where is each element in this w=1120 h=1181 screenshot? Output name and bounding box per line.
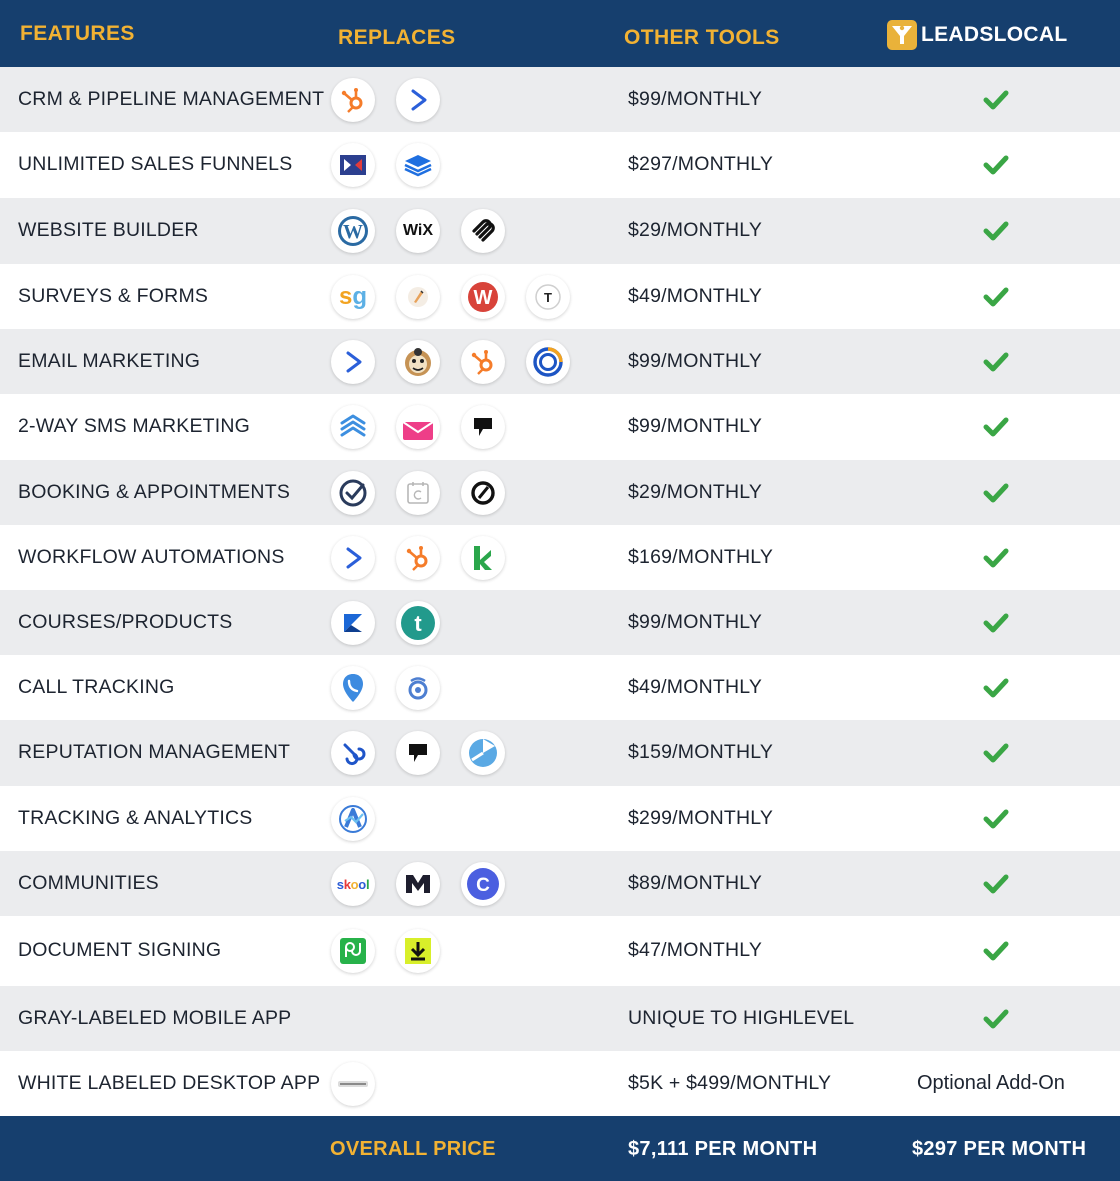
other-tools-price: $159/MONTHLY	[628, 741, 774, 763]
feature-label: COMMUNITIES	[18, 872, 159, 894]
checkmark-icon	[983, 154, 1009, 176]
other-tools-price: $169/MONTHLY	[628, 546, 774, 568]
hubspot-icon	[396, 536, 440, 580]
activecampaign-icon	[396, 78, 440, 122]
desktop-app-icon	[331, 1062, 375, 1106]
table-row	[0, 460, 1120, 525]
feature-label: WORKFLOW AUTOMATIONS	[18, 546, 285, 568]
other-tools-price: $47/MONTHLY	[628, 939, 763, 961]
checkmark-icon	[983, 220, 1009, 242]
podium-icon	[461, 405, 505, 449]
checkmark-icon	[983, 482, 1009, 504]
checkmark-icon	[983, 677, 1009, 699]
activecampaign-icon	[331, 536, 375, 580]
funnel-icon	[887, 20, 917, 50]
brand-logo	[887, 20, 1068, 50]
header-other-tools: OTHER TOOLS	[624, 26, 780, 49]
table-row	[0, 786, 1120, 851]
activecampaign-icon	[331, 340, 375, 384]
svg-text:W: W	[343, 221, 363, 243]
other-tools-price: $89/MONTHLY	[628, 872, 763, 894]
circle-icon	[461, 862, 505, 906]
checkmark-icon	[983, 89, 1009, 111]
clickfunnels-icon	[331, 143, 375, 187]
table-row	[0, 590, 1120, 655]
surveygizmo-icon: sg	[331, 275, 375, 319]
skool-icon: skool	[331, 862, 375, 906]
constantcontact-icon	[526, 340, 570, 384]
feature-label: DOCUMENT SIGNING	[18, 939, 222, 961]
table-row	[0, 132, 1120, 198]
checkmark-icon	[983, 416, 1009, 438]
checkmark-icon	[983, 1008, 1009, 1030]
other-tools-price: UNIQUE TO HIGHLEVEL	[628, 1007, 855, 1029]
ringba-icon	[396, 666, 440, 710]
header-features: FEATURES	[20, 22, 135, 45]
leadslocal-total: $297 PER MONTH	[912, 1138, 1087, 1160]
other-tools-price: $99/MONTHLY	[628, 350, 763, 372]
leadslocal-addon-note: Optional Add-On	[917, 1072, 1065, 1094]
feature-label: GRAY-LABELED MOBILE APP	[18, 1007, 292, 1029]
feature-rows	[0, 67, 1120, 1117]
feature-label: WHITE LABELED DESKTOP APP	[18, 1072, 321, 1094]
svg-text:W: W	[473, 287, 493, 309]
other-tools-total: $7,111 PER MONTH	[628, 1138, 818, 1160]
checkmark-icon	[983, 612, 1009, 634]
table-row	[0, 264, 1120, 329]
table-row	[0, 525, 1120, 590]
teachable-icon	[396, 601, 440, 645]
feature-label: 2-WAY SMS MARKETING	[18, 415, 251, 437]
feature-label: REPUTATION MANAGEMENT	[18, 741, 291, 763]
reviewtrackers-icon	[461, 731, 505, 775]
table-row	[0, 851, 1120, 916]
mighty-icon	[396, 862, 440, 906]
table-row	[0, 655, 1120, 720]
leadpages-icon	[396, 143, 440, 187]
svg-text:t: t	[414, 611, 422, 636]
pandadoc-icon	[331, 929, 375, 973]
feature-label: CALL TRACKING	[18, 676, 175, 698]
checkmark-icon	[983, 940, 1009, 962]
other-tools-price: $49/MONTHLY	[628, 285, 763, 307]
calendar-icon	[396, 471, 440, 515]
feature-label: UNLIMITED SALES FUNNELS	[18, 153, 293, 175]
overall-price-label: OVERALL PRICE	[330, 1138, 496, 1160]
table-row	[0, 67, 1120, 132]
hubspot-icon	[331, 78, 375, 122]
checkmark-icon	[983, 742, 1009, 764]
checkmark-icon	[983, 808, 1009, 830]
typeform-icon	[526, 275, 570, 319]
checkmark-icon	[983, 286, 1009, 308]
feature-label: WEBSITE BUILDER	[18, 219, 199, 241]
table-row	[0, 394, 1120, 460]
table-footer	[0, 1116, 1120, 1181]
mailchimp-icon	[396, 340, 440, 384]
table-row	[0, 1051, 1120, 1117]
other-tools-price: $99/MONTHLY	[628, 88, 763, 110]
wufoo-icon	[461, 275, 505, 319]
table-row	[0, 198, 1120, 264]
other-tools-price: $29/MONTHLY	[628, 481, 763, 503]
squarespace-icon	[461, 209, 505, 253]
svg-text:T: T	[544, 290, 552, 305]
other-tools-price: $99/MONTHLY	[628, 611, 763, 633]
wix-icon: WiX	[396, 209, 440, 253]
calendly-icon	[331, 471, 375, 515]
table-row	[0, 986, 1120, 1051]
download-sign-icon	[396, 929, 440, 973]
feature-label: SURVEYS & FORMS	[18, 285, 209, 307]
other-tools-price: $29/MONTHLY	[628, 219, 763, 241]
other-tools-price: $49/MONTHLY	[628, 676, 763, 698]
checkmark-icon	[983, 873, 1009, 895]
birdeye-icon	[331, 731, 375, 775]
other-tools-price: $299/MONTHLY	[628, 807, 774, 829]
table-header	[0, 0, 1120, 67]
brand-name: LEADSLOCAL	[921, 23, 1068, 46]
feature-label: TRACKING & ANALYTICS	[18, 807, 253, 829]
kajabi-icon	[331, 601, 375, 645]
callrail-icon	[331, 666, 375, 710]
feature-label: BOOKING & APPOINTMENTS	[18, 481, 291, 503]
checkmark-icon	[983, 547, 1009, 569]
table-row	[0, 329, 1120, 394]
podium-icon	[396, 731, 440, 775]
checkmark-icon	[983, 351, 1009, 373]
other-tools-price: $99/MONTHLY	[628, 415, 763, 437]
acuity-icon	[461, 471, 505, 515]
feature-label: COURSES/PRODUCTS	[18, 611, 233, 633]
analytics-icon	[331, 797, 375, 841]
jotform-icon	[396, 275, 440, 319]
keap-icon	[461, 536, 505, 580]
table-row	[0, 720, 1120, 786]
other-tools-price: $297/MONTHLY	[628, 153, 774, 175]
wordpress-icon	[331, 209, 375, 253]
table-row	[0, 916, 1120, 986]
feature-label: EMAIL MARKETING	[18, 350, 201, 372]
hubspot-icon	[461, 340, 505, 384]
feature-label: CRM & PIPELINE MANAGEMENT	[18, 88, 325, 110]
other-tools-price: $5K + $499/MONTHLY	[628, 1072, 832, 1094]
svg-text:C: C	[476, 875, 490, 896]
header-replaces: REPLACES	[338, 26, 456, 49]
textmagic-icon	[396, 405, 440, 449]
sms-layers-icon	[331, 405, 375, 449]
